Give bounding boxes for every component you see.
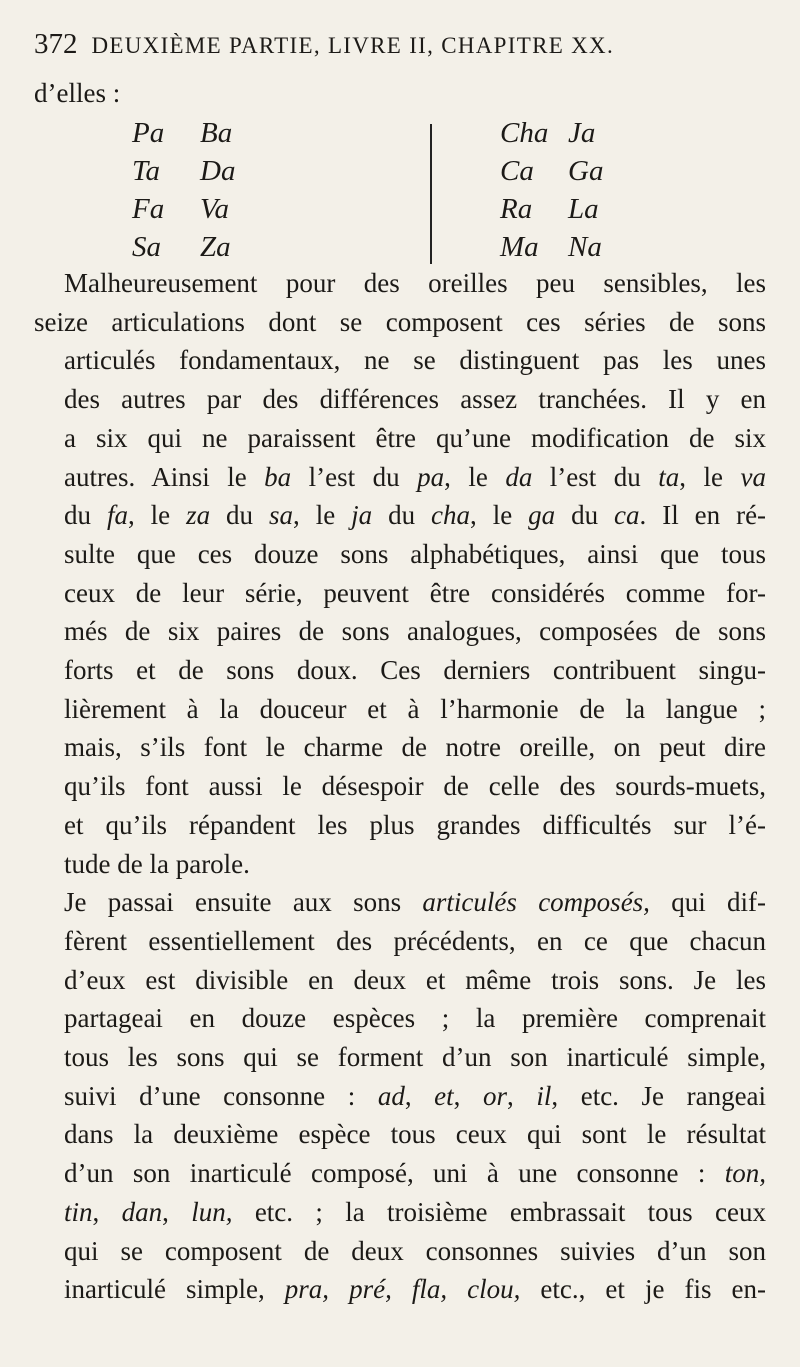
page-number: 372 bbox=[34, 28, 78, 60]
text-line: qu’ils font aussi le désespoir de celle des sourds-muets, bbox=[64, 771, 766, 802]
text-line: Malheureusement pour des oreilles peu sensibles, les bbox=[64, 268, 766, 298]
text-line: dans la deuxième espèce tous ceux qui sont le résultat bbox=[64, 1119, 766, 1150]
text-line: et qu’ils répandent les plus grandes difficultés sur l’é- bbox=[64, 809, 766, 840]
syllable-row bbox=[132, 190, 268, 228]
syllable-column-right bbox=[500, 114, 636, 266]
syllable: Cha bbox=[500, 117, 549, 149]
text-line: sulte que ces douze sons alphabétiques, ainsi que tous bbox=[64, 538, 766, 569]
syllable: Ra bbox=[500, 193, 533, 225]
syllable: Da bbox=[200, 155, 236, 187]
text-line: forts et de sons doux. Ces derniers contribuent singu- bbox=[64, 655, 766, 686]
text-line: partageai en douze espèces ; la première comprenait bbox=[64, 1003, 766, 1034]
text-line: tin, dan, lun, etc. ; la troisième embrassait tous ceux bbox=[64, 1196, 766, 1227]
text-line: més de six paires de sons analogues, composées de sons bbox=[64, 616, 766, 647]
syllable-row bbox=[500, 228, 636, 266]
syllable-row bbox=[132, 228, 268, 266]
text-line: tous les sons qui se forment d’un son inarticulé simple, bbox=[64, 1042, 766, 1073]
text-line: seize articulations dont se composent ces séries de sons bbox=[34, 306, 766, 337]
syllable: Ta bbox=[132, 155, 160, 187]
text-line: des autres par des différences assez tranchées. Il y en bbox=[64, 384, 766, 415]
text-line: inarticulé simple, pra, pré, fla, clou, etc., et je fis en- bbox=[64, 1274, 766, 1305]
syllable: Ga bbox=[568, 155, 604, 187]
text-line: articulés fondamentaux, ne se distinguent pas les unes bbox=[64, 345, 766, 376]
lead-text: d’elles : bbox=[34, 78, 121, 108]
text-line: a six qui ne paraissent être qu’une modification de six bbox=[64, 422, 766, 453]
syllable: Ma bbox=[500, 231, 539, 263]
syllable-column-left bbox=[132, 114, 268, 266]
text-line: tude de la parole. bbox=[64, 848, 250, 879]
paragraph bbox=[34, 264, 766, 883]
text-line: suivi d’une consonne : ad, et, or, il, etc. Je rangeai bbox=[64, 1080, 767, 1111]
syllable-row bbox=[132, 152, 268, 190]
syllable: Ba bbox=[200, 117, 233, 149]
text-line: mais, s’ils font le charme de notre oreille, on peut dire bbox=[64, 732, 766, 763]
table-divider bbox=[430, 124, 432, 264]
syllable-row bbox=[500, 152, 636, 190]
running-title: DEUXIÈME PARTIE, LIVRE II, CHAPITRE XX. bbox=[91, 33, 614, 58]
syllable: Pa bbox=[132, 117, 165, 149]
text-line: fèrent essentiellement des précédents, en ce que chacun bbox=[64, 925, 766, 956]
text-line: du fa, le za du sa, le ja du cha, le ga du ca. Il en ré- bbox=[64, 500, 767, 531]
text-line: ceux de leur série, peuvent être considérés comme for- bbox=[64, 577, 766, 608]
syllable: Ja bbox=[568, 117, 596, 149]
syllable: Sa bbox=[132, 231, 161, 263]
text-line: d’eux est divisible en deux et même trois sons. Je les bbox=[64, 964, 766, 995]
syllable-row bbox=[500, 114, 636, 152]
text-line: qui se composent de deux consonnes suivies d’un son bbox=[64, 1235, 766, 1266]
syllable: Na bbox=[568, 231, 602, 263]
syllable: Za bbox=[200, 231, 231, 263]
syllable: La bbox=[568, 193, 599, 225]
paragraph bbox=[34, 883, 766, 1309]
syllable: Ca bbox=[500, 155, 534, 187]
syllable: Fa bbox=[132, 193, 165, 225]
text-line: lièrement à la douceur et à l’harmonie de la langue ; bbox=[64, 693, 766, 724]
text-line: autres. Ainsi le ba l’est du pa, le da l’est du ta, le va bbox=[64, 461, 766, 492]
syllable: Va bbox=[200, 193, 229, 225]
syllable-row bbox=[132, 114, 268, 152]
text-line: Je passai ensuite aux sons articulés composés, qui dif- bbox=[64, 887, 767, 918]
syllable-row bbox=[500, 190, 636, 228]
text-line: d’un son inarticulé composé, uni à une consonne : ton, bbox=[64, 1158, 766, 1189]
syllable-table bbox=[34, 114, 766, 264]
body-text bbox=[34, 264, 766, 1309]
running-header bbox=[34, 28, 766, 72]
